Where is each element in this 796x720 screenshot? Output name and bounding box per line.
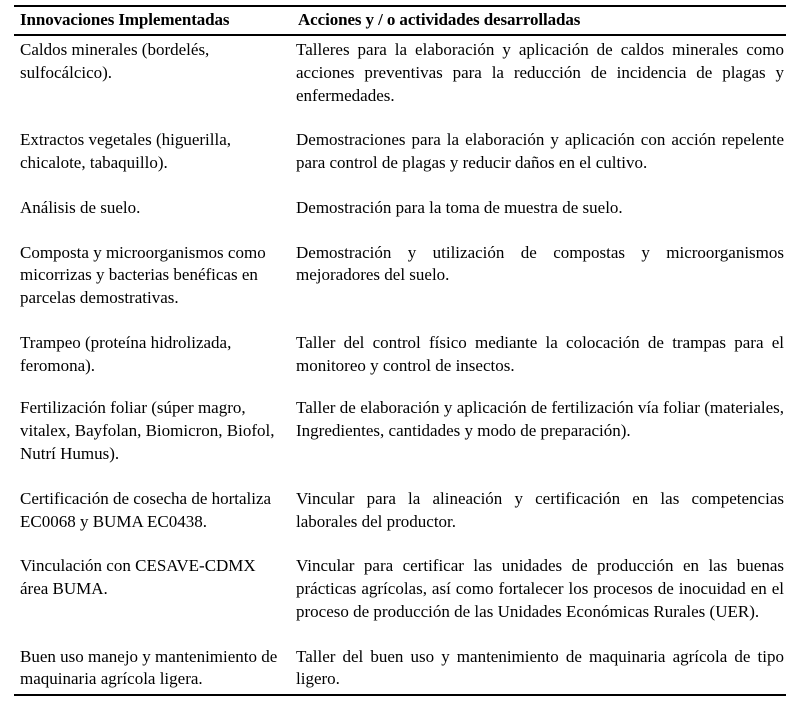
- cell-innovacion: Extractos vegetales (higuerilla, chicalote, tabaquillo).: [20, 130, 231, 173]
- innovaciones-table: [14, 5, 786, 696]
- table-row: [14, 328, 786, 394]
- cell-accion: Vincular para la alineación y certificación en las competencias laborales del productor.: [296, 488, 784, 531]
- table-row: [14, 125, 786, 193]
- table-row: [14, 193, 786, 238]
- cell-accion: Vincular para certificar las unidades de producción en las buenas prácticas agrícolas, así como fortalecer los procesos de inocuidad en el proceso de producción de las Unidades Económicas Rurales (UER).: [296, 556, 784, 621]
- table-body: [14, 35, 786, 695]
- cell-accion: Taller del control físico mediante la colocación de trampas para el monitoreo y control de insectos.: [296, 332, 784, 375]
- table-row: [14, 35, 786, 125]
- cell-innovacion: Certificación de cosecha de hortaliza EC0068 y BUMA EC0438.: [20, 488, 272, 531]
- cell-innovacion: Trampeo (proteína hidrolizada, feromona).: [20, 332, 232, 375]
- cell-innovacion: Buen uso manejo y mantenimiento de maquinaria agrícola ligera.: [14, 642, 292, 696]
- table-row: [14, 238, 786, 328]
- cell-accion: Demostraciones para la elaboración y aplicación con acción repelente para control de plagas y reducir daños en el cultivo.: [296, 130, 784, 173]
- table-row: [14, 393, 786, 483]
- table-header: [14, 6, 786, 35]
- table-row: [14, 551, 786, 641]
- cell-innovacion: Fertilización foliar (súper magro, vitalex, Bayfolan, Biomicron, Biofol, Nutrí Humus).: [20, 398, 275, 463]
- table-header-row: [14, 6, 786, 35]
- column-header-acciones: Acciones y / o actividades desarrolladas: [292, 6, 786, 35]
- column-header-innovaciones: Innovaciones Implementadas: [14, 6, 292, 35]
- cell-innovacion: Caldos minerales (bordelés, sulfocálcico).: [20, 40, 210, 82]
- cell-innovacion: Vinculación con CESAVE-CDMX área BUMA.: [20, 556, 256, 599]
- cell-accion: Demostración para la toma de muestra de suelo.: [296, 197, 623, 217]
- cell-accion: Taller del buen uso y mantenimiento de maquinaria agrícola de tipo ligero.: [292, 642, 786, 696]
- cell-accion: Demostración y utilización de compostas y microorganismos mejoradores del suelo.: [296, 242, 784, 285]
- table-container: [14, 5, 786, 696]
- cell-innovacion: Composta y microorganismos como micorrizas y bacterias benéficas en parcelas demostrativas.: [20, 242, 266, 308]
- cell-accion: Taller de elaboración y aplicación de fertilización vía foliar (materiales, Ingredientes, cantidades y modo de preparación).: [296, 398, 784, 441]
- table-row: [14, 484, 786, 552]
- table-row: [14, 642, 786, 696]
- cell-innovacion: Análisis de suelo.: [20, 197, 141, 217]
- cell-accion: Talleres para la elaboración y aplicación de caldos minerales como acciones preventivas para la reducción de incidencia de plagas y enfermedades.: [296, 40, 784, 105]
